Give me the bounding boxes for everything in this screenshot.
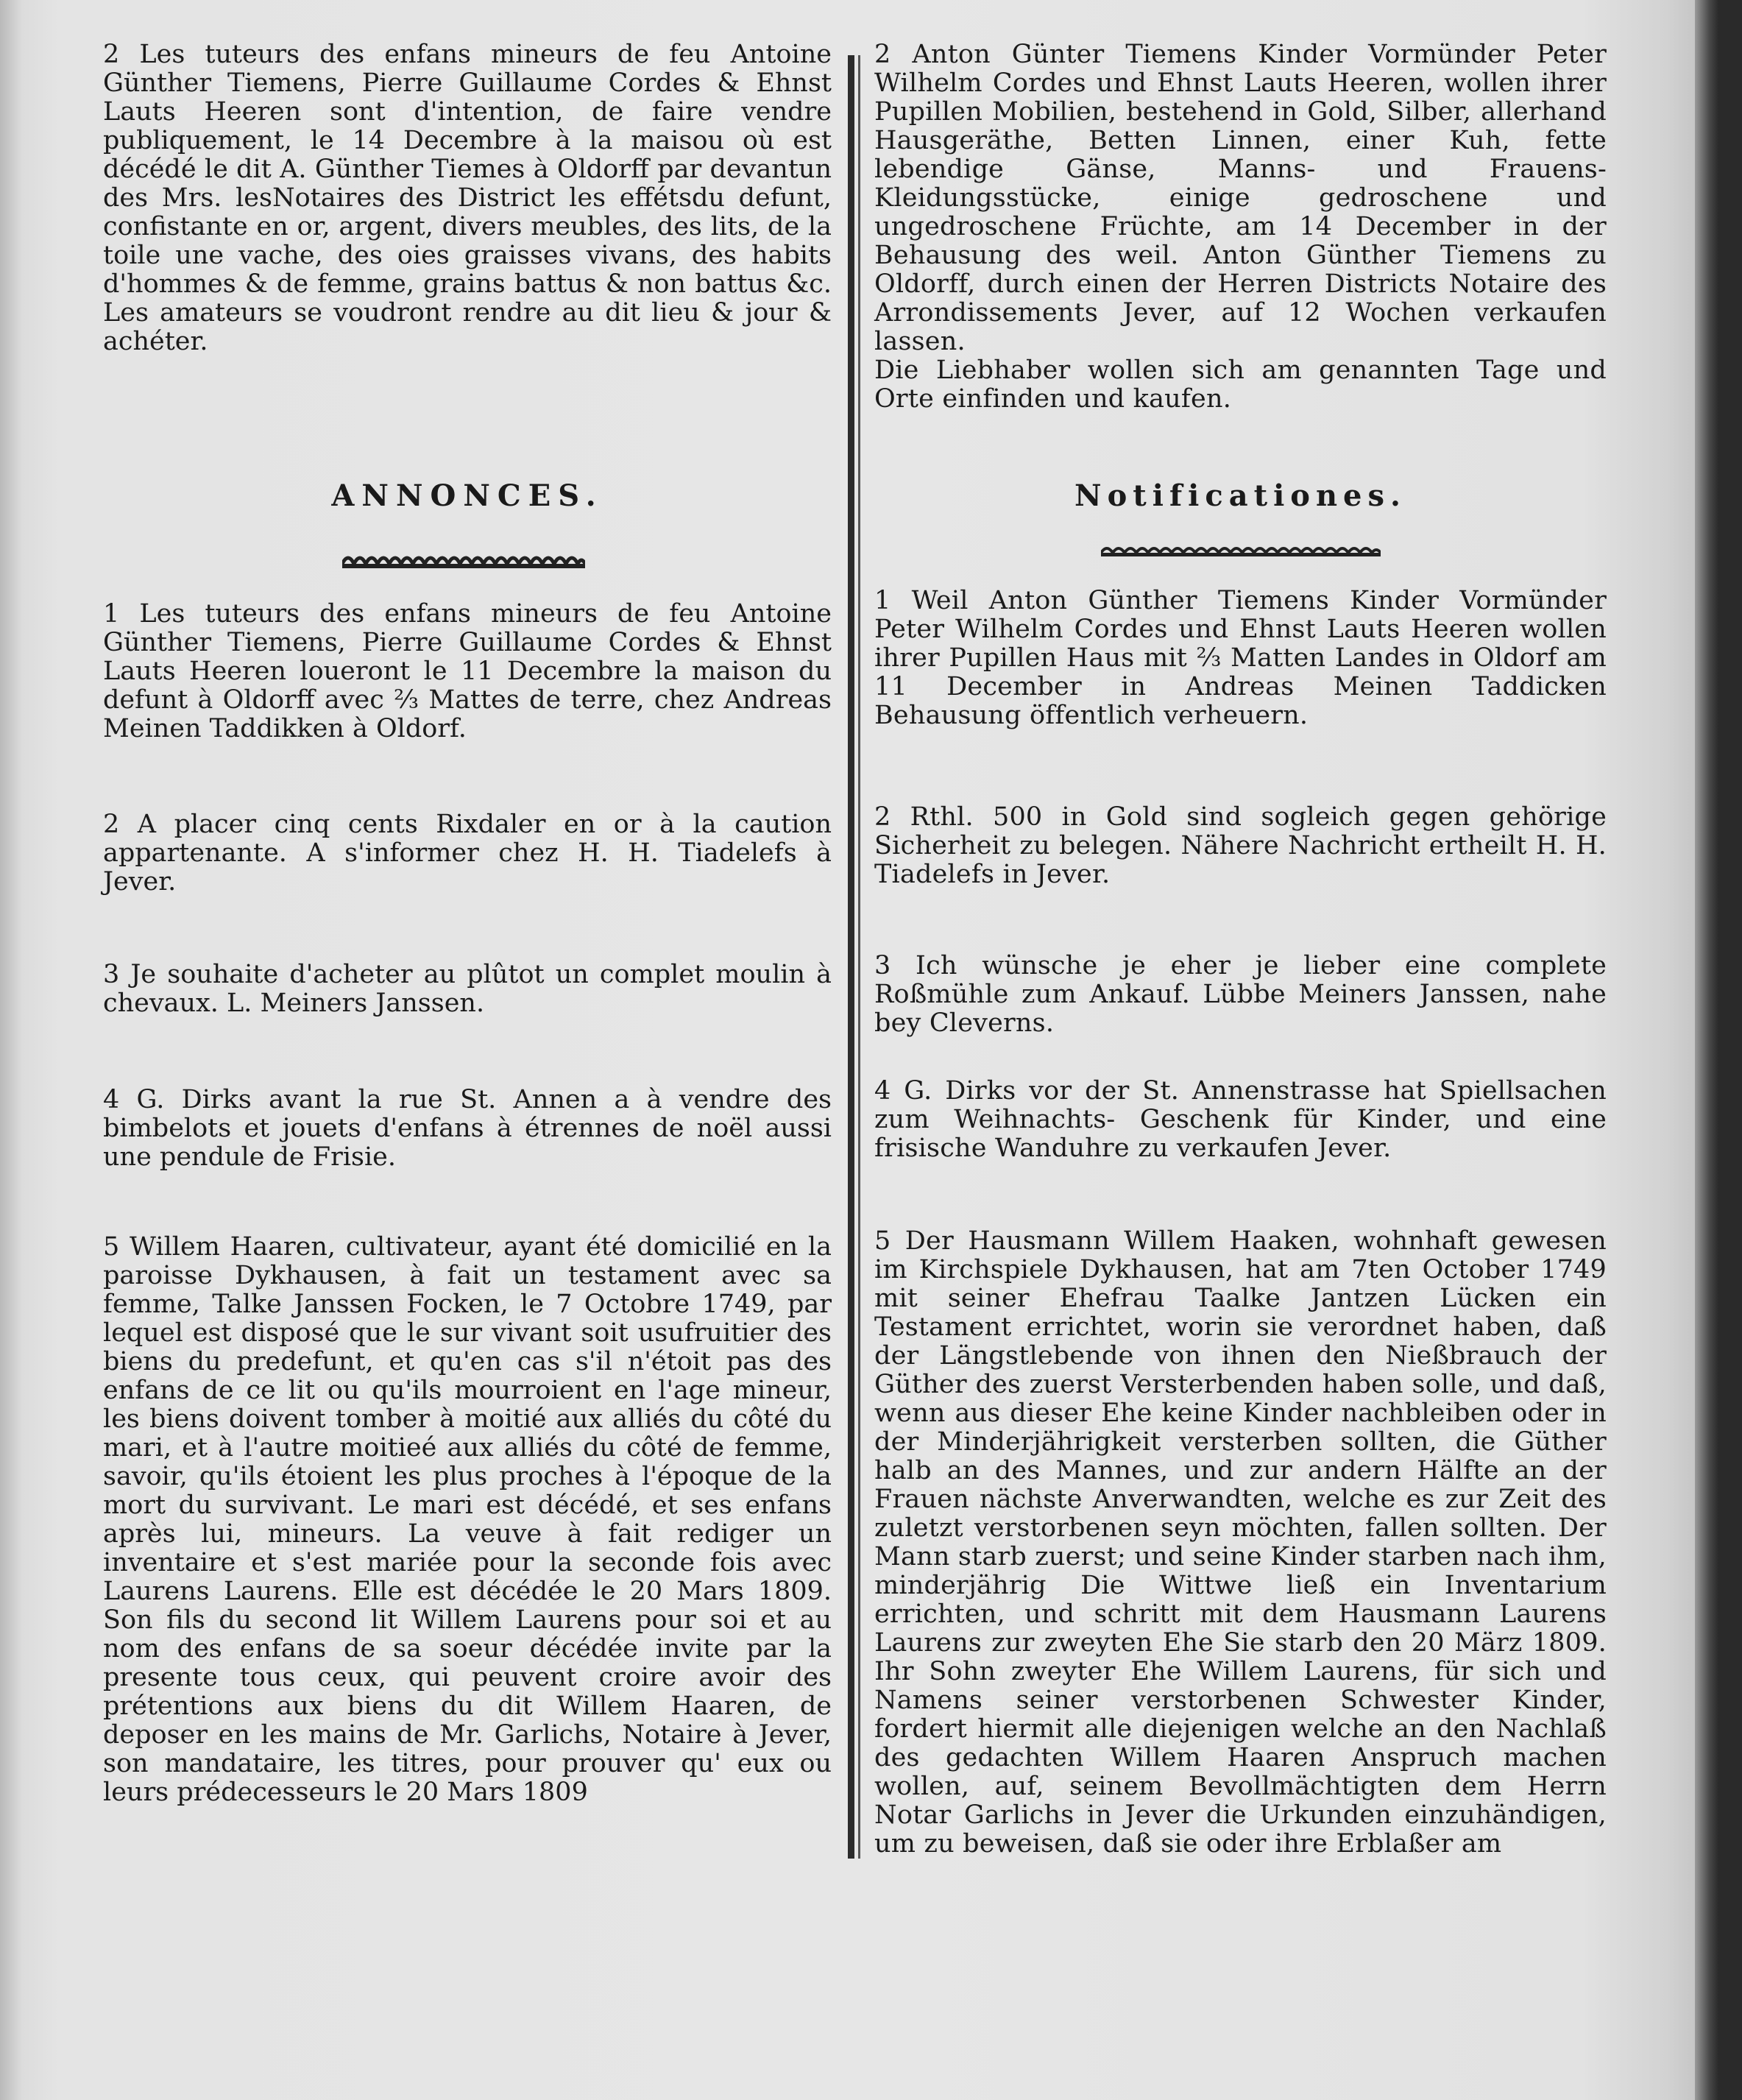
column-divider: [848, 55, 854, 1859]
french-heading: ANNONCES.: [331, 478, 603, 513]
french-ornament: [342, 551, 585, 568]
french-annonce-3: 3 Je souhaite d'acheter au plûtot un complet moulin à chevaux. L. Meiners Janssen.: [103, 960, 832, 1018]
german-annonce-4: 4 G. Dirks vor der St. Annenstrasse hat Spiellsachen zum Weihnachts- Geschenk für Kinder, und eine frisische Wanduhre zu verkaufen Jever.: [874, 1076, 1607, 1163]
german-ornament: [1101, 541, 1381, 559]
column-divider-thin: [858, 55, 860, 1859]
german-heading: Notificationes.: [1074, 478, 1406, 513]
german-annonce-1: 1 Weil Anton Günther Tiemens Kinder Vormünder Peter Wilhelm Cordes und Ehnst Lauts Heeren wollen ihrer Pupillen Haus mit ⅔ Matten Landes in Oldorf am 11 December in Andreas Meinen Taddicken Behausung öffentlich verheuern.: [874, 586, 1607, 730]
french-notice-2: 2 Les tuteurs des enfans mineurs de feu Antoine Günther Tiemens, Pierre Guillaume Cordes & Ehnst Lauts Heeren sont d'intention, de faire vendre publiquement, le 14 Decembre à la maisou où est décédé le dit A. Günther Tiemes à Oldorff par devantun des Mrs. lesNotaires des District les effétsdu defunt, confistante en or, argent, divers meubles, des lits, de la toile une vache, des oies graisses vivans, des habits d'hommes & de femme, grains battus & non battus &c. Les amateurs se voudront rendre au dit lieu & jour & achéter.: [103, 40, 832, 356]
german-annonce-5: 5 Der Hausmann Willem Haaken, wohnhaft gewesen im Kirchspiele Dykhausen, hat am 7ten October 1749 mit seiner Ehefrau Taalke Jantzen Lücken ein Testament errichtet, worin sie verordnet haben, daß der Längstlebende von ihnen den Nießbrauch der Güther des zuerst Versterbenden haben solle, und daß, wenn aus dieser Ehe keine Kinder nachbleiben oder in der Minderjährigkeit versterben sollten, die Güther halb an des Mannes, und zur andern Hälfte an der Frauen nächste Anverwandten, welche es zur Zeit des zuletzt verstorbenen seyn möchten, fallen sollten. Der Mann starb zuerst; und seine Kinder starben nach ihm, minderjährig Die Wittwe ließ ein Inventarium errichten, und schritt mit dem Hausmann Laurens Laurens zur zweyten Ehe Sie starb den 20 März 1809. Ihr Sohn zweyter Ehe Willem Laurens, für sich und Namens seiner verstorbenen Schwester Kinder, fordert hiermit alle diejenigen welche an den Nachlaß des gedachten Willem Haaren Anspruch machen wollen, auf, seinem Bevollmächtigten dem Herrn Notar Garlichs in Jever die Urkunden einzuhändigen, um zu beweisen, daß sie oder ihre Erblaßer am: [874, 1226, 1607, 1859]
french-annonce-2: 2 A placer cinq cents Rixdaler en or à la caution appartenante. A s'informer chez H. H. Tiadelefs à Jever.: [103, 810, 832, 897]
german-notice-2: 2 Anton Günter Tiemens Kinder Vormünder Peter Wilhelm Cordes und Ehnst Lauts Heeren, wollen ihrer Pupillen Mobilien, bestehend in Gold, Silber, allerhand Hausgeräthe, Betten Linnen, einer Kuh, fette lebendige Gänse, Manns- und Frauens- Kleidungsstücke, einige gedroschene und ungedroschene Früchte, am 14 December in der Behausung des weil. Anton Günther Tiemens zu Oldorff, durch einen der Herren Districts Notaire des Arrondissements Jever, auf 12 Wochen verkaufen lassen. Die Liebhaber wollen sich am genannten Tage und Orte einfinden und kaufen.: [874, 40, 1607, 414]
german-annonce-2: 2 Rthl. 500 in Gold sind sogleich gegen gehörige Sicherheit zu belegen. Nähere Nachricht ertheilt H. H. Tiadelefs in Jever.: [874, 802, 1607, 889]
french-annonce-1: 1 Les tuteurs des enfans mineurs de feu Antoine Günther Tiemens, Pierre Guillaume Cordes & Ehnst Lauts Heeren loueront le 11 Decembre la maison du defunt à Oldorff avec ⅔ Mattes de terre, chez Andreas Meinen Taddikken à Oldorf.: [103, 599, 832, 743]
page-edge-shadow: [1695, 0, 1718, 2100]
french-annonce-5: 5 Willem Haaren, cultivateur, ayant été domicilié en la paroisse Dykhausen, à fait un testament avec sa femme, Talke Janssen Focken, le 7 Octobre 1749, par lequel est disposé que le sur vivant soit usufruitier des biens du predefunt, et qu'en cas s'il n'étoit pas des enfans de ce lit ou qu'ils mourroient en l'age mineur, les biens doivent tomber à moitié aux alliés du côté du mari, et à l'autre moitieé aux alliés du côté de femme, savoir, qu'ils étoient les plus proches à l'époque de la mort du survivant. Le mari est décédé, et ses enfans après lui, mineurs. La veuve à fait rediger un inventaire et s'est mariée pour la seconde fois avec Laurens Laurens. Elle est décédée le 20 Mars 1809. Son fils du second lit Willem Laurens pour soi et au nom des enfans de sa soeur décédée invite par la presente tous ceux, qui peuvent croire avoir des prétentions aux biens du dit Willem Haaren, de deposer en les mains de Mr. Garlichs, Notaire à Jever, son mandataire, les titres, pour prouver qu' eux ou leurs prédecesseurs le 20 Mars 1809: [103, 1232, 832, 1807]
german-annonce-3: 3 Ich wünsche je eher je lieber eine complete Roßmühle zum Ankauf. Lübbe Meiners Janssen, nahe bey Cleverns.: [874, 951, 1607, 1038]
french-annonce-4: 4 G. Dirks avant la rue St. Annen a à vendre des bimbelots et jouets d'enfans à étrennes de noël aussi une pendule de Frisie.: [103, 1085, 832, 1172]
